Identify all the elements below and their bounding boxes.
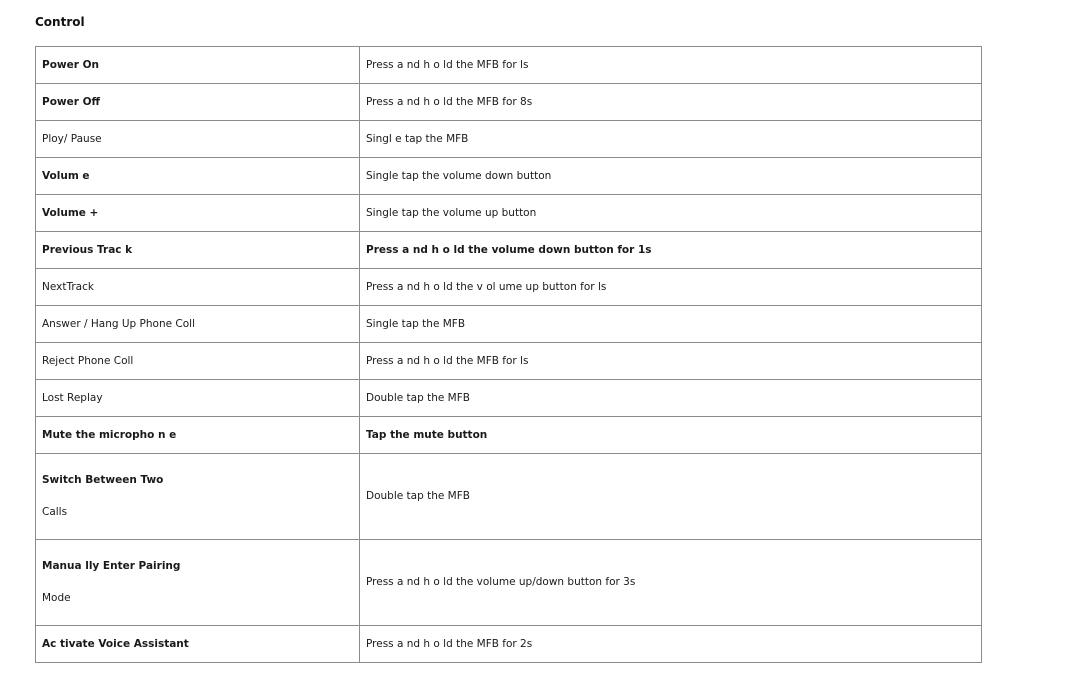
action-cell: Lost Replay — [36, 380, 360, 417]
action-cell — [36, 540, 360, 626]
table-row — [36, 380, 982, 417]
table-row — [36, 269, 982, 306]
table-row — [36, 84, 982, 121]
instruction-cell: Double tap the MFB — [360, 454, 982, 540]
instruction-cell: Double tap the MFB — [360, 380, 982, 417]
action-line-1: Manua lly Enter Pairing — [42, 560, 181, 573]
action-cell: Power Off — [36, 84, 360, 121]
table-row — [36, 306, 982, 343]
table-row — [36, 121, 982, 158]
table-row — [36, 454, 982, 540]
table-row — [36, 195, 982, 232]
instruction-cell: Press a nd h o ld the MFB for 8s — [360, 84, 982, 121]
instruction-cell: Press a nd h o ld the v ol ume up button for ls — [360, 269, 982, 306]
action-cell: Reject Phone Coll — [36, 343, 360, 380]
action-cell: Ploy/ Pause — [36, 121, 360, 158]
action-cell: Ac tivate Voice Assistant — [36, 626, 360, 663]
table-row — [36, 417, 982, 454]
instruction-cell: Tap the mute button — [360, 417, 982, 454]
instruction-cell: Single tap the volume down button — [360, 158, 982, 195]
action-cell: Power On — [36, 47, 360, 84]
instruction-cell: Single tap the MFB — [360, 306, 982, 343]
table-row — [36, 158, 982, 195]
instruction-cell: Press a nd h o ld the MFB for ls — [360, 343, 982, 380]
instruction-cell: Press a nd h o ld the MFB for 2s — [360, 626, 982, 663]
action-line-2: Calls — [42, 506, 68, 518]
action-line-2: Mode — [42, 592, 71, 604]
table-row — [36, 626, 982, 663]
table-row — [36, 232, 982, 269]
table-row — [36, 343, 982, 380]
instruction-cell: Press a nd h o ld the MFB for ls — [360, 47, 982, 84]
section-heading: Control — [35, 15, 85, 29]
action-cell — [36, 454, 360, 540]
instruction-cell: Singl e tap the MFB — [360, 121, 982, 158]
instruction-cell: Press a nd h o ld the volume up/down button for 3s — [360, 540, 982, 626]
controls-table — [35, 46, 982, 663]
action-cell: Previous Trac k — [36, 232, 360, 269]
action-cell: Mute the micropho n e — [36, 417, 360, 454]
action-cell: Volum e — [36, 158, 360, 195]
action-cell: Volume + — [36, 195, 360, 232]
table-row — [36, 47, 982, 84]
instruction-cell: Single tap the volume up button — [360, 195, 982, 232]
action-cell: NextTrack — [36, 269, 360, 306]
table-row — [36, 540, 982, 626]
action-cell: Answer / Hang Up Phone Coll — [36, 306, 360, 343]
action-line-1: Switch Between Two — [42, 474, 164, 487]
instruction-cell: Press a nd h o ld the volume down button for 1s — [360, 232, 982, 269]
